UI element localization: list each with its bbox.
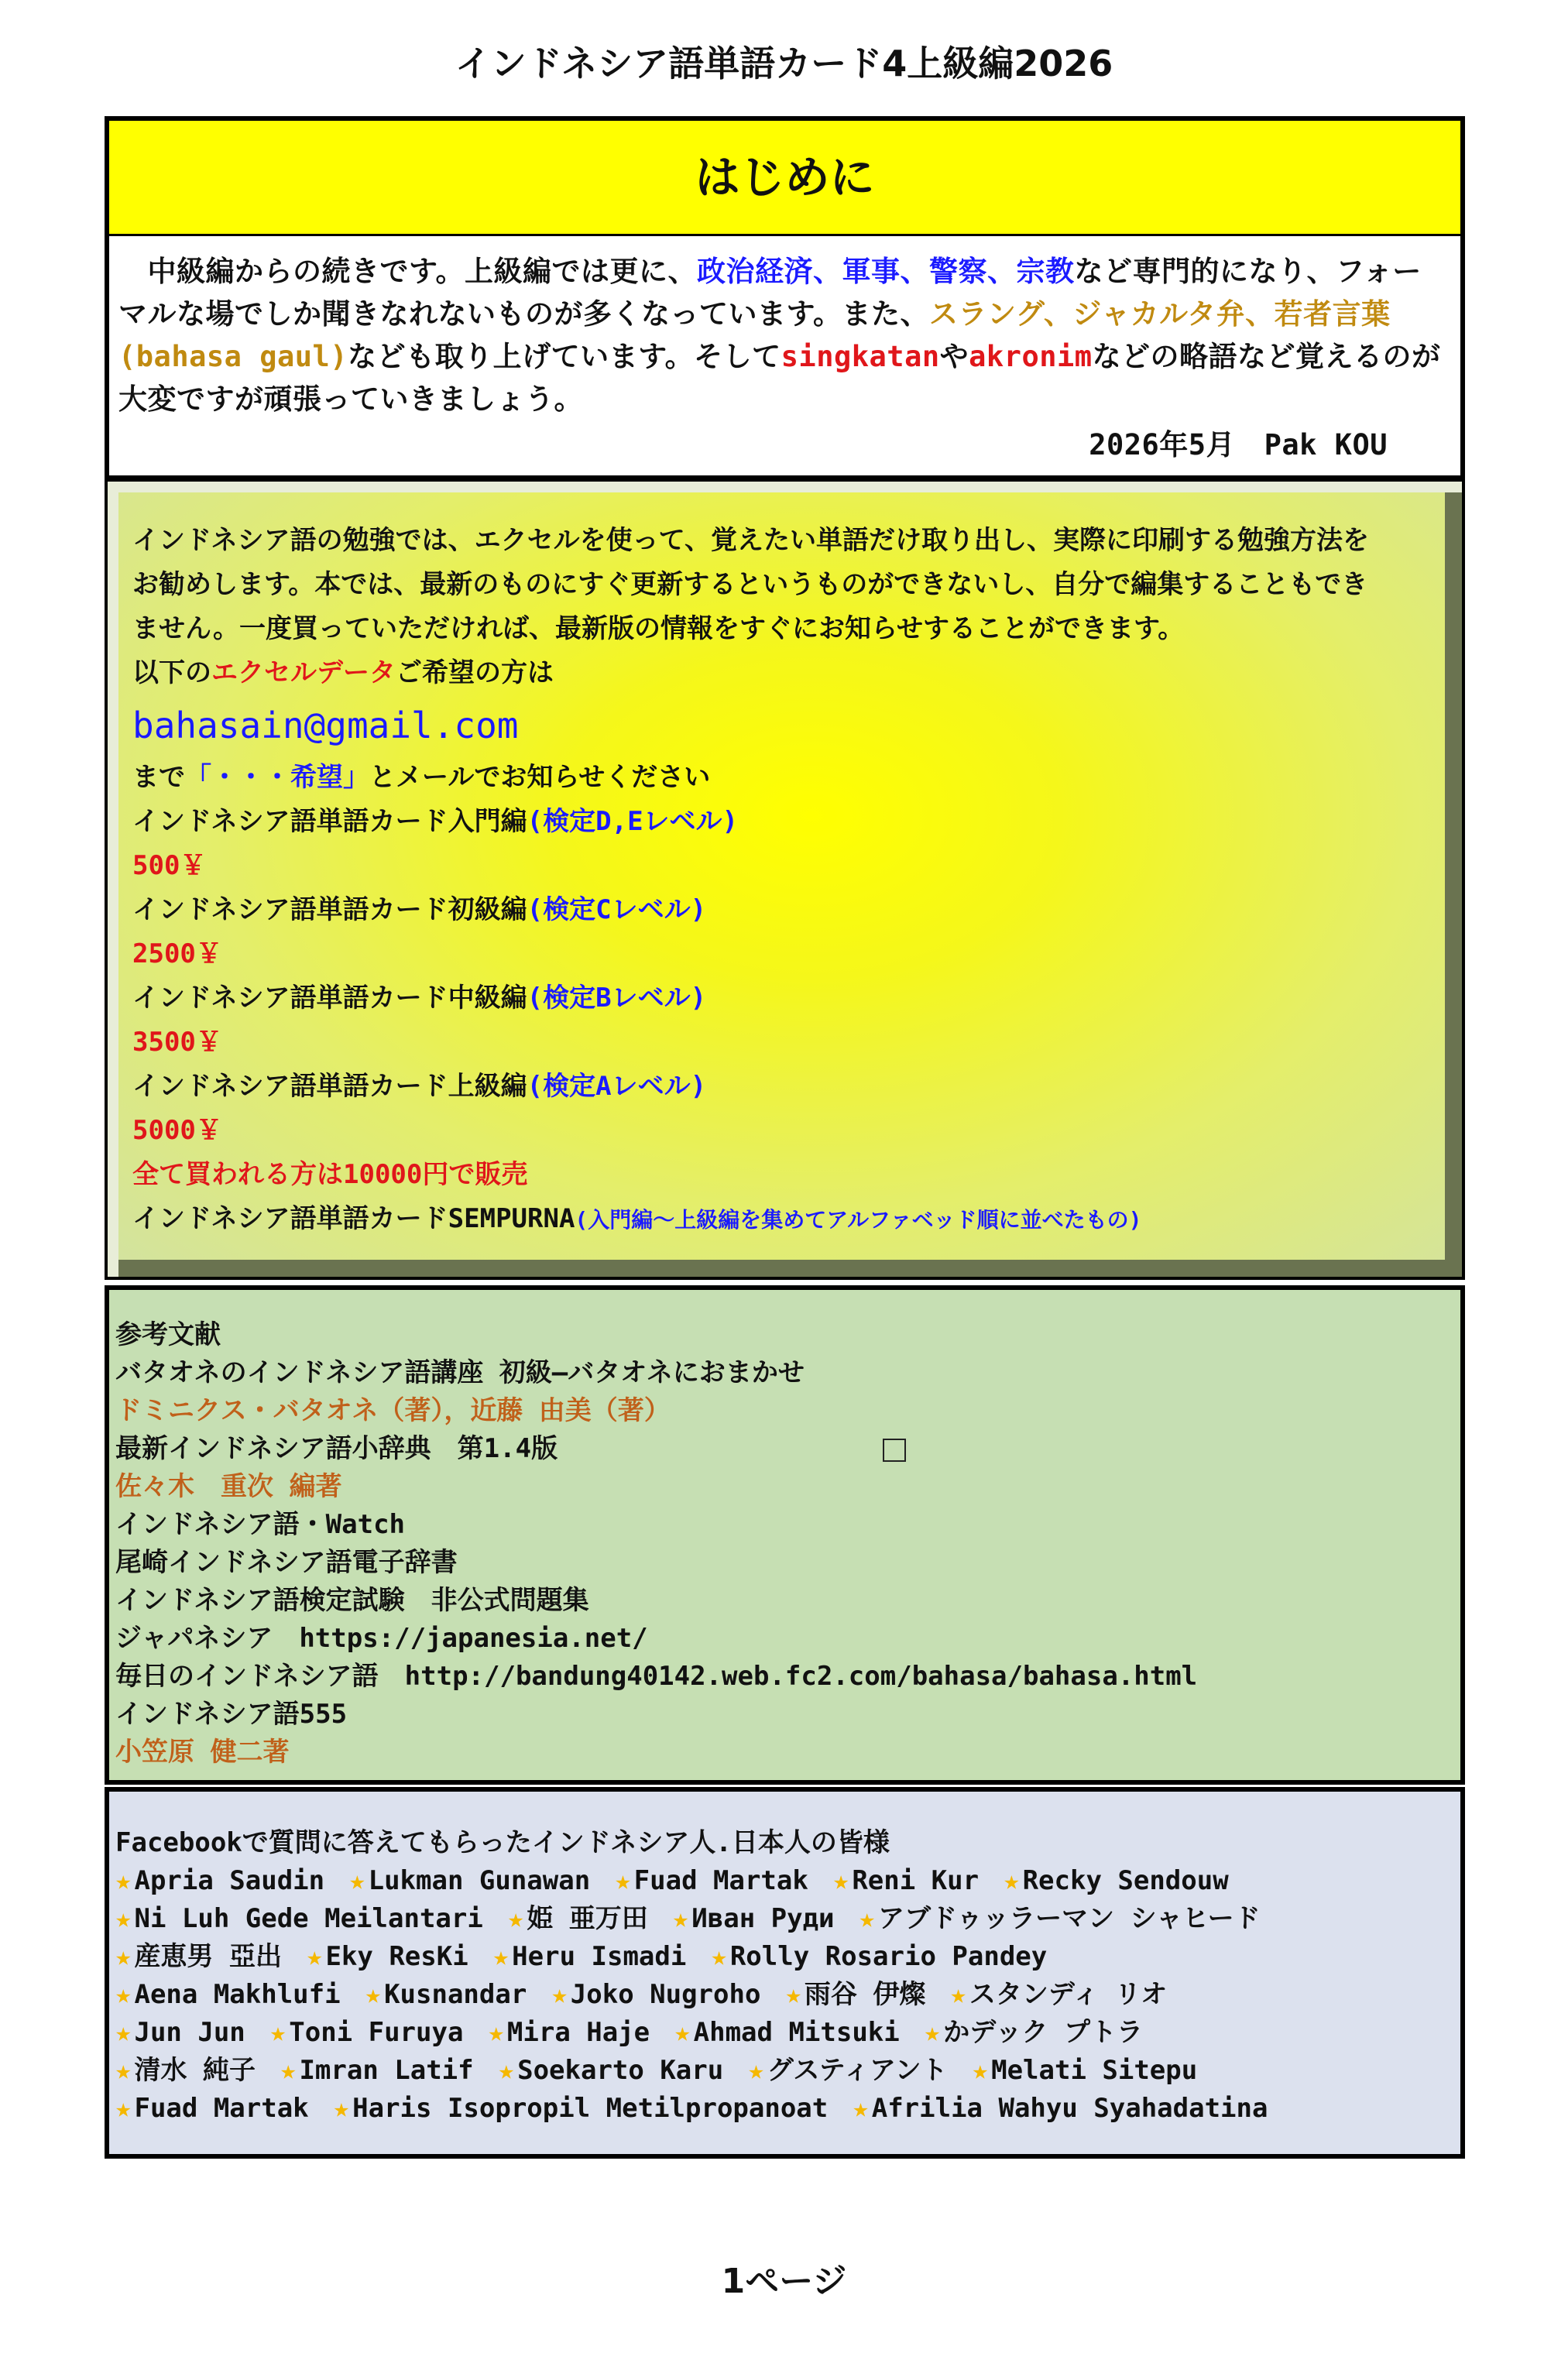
intro-text: などの略語など覚えるのが大変ですが頑張っていきましょう。 <box>118 340 1441 416</box>
contributor <box>115 1941 282 1972</box>
bundle-offer: 全て買われる方は10000円で販売 <box>132 1159 528 1190</box>
contributor-name: Kusnandar <box>384 1979 527 2010</box>
contributor-row <box>115 1976 1460 2014</box>
contributor <box>748 2055 947 2086</box>
star-icon: ★ <box>674 2017 691 2048</box>
star-icon: ★ <box>488 2017 504 2048</box>
product-price: 2500￥ <box>132 938 222 969</box>
contributor-name: Afrilia Wahyu Syahadatina <box>871 2093 1268 2124</box>
contributor <box>488 2017 650 2048</box>
star-icon: ★ <box>333 2093 350 2124</box>
contributor-name: Eky ResKi <box>325 1941 468 1972</box>
references-section <box>105 1285 1465 1785</box>
promo-line <box>132 651 1431 695</box>
contributor-name: アブドゥッラーマン シャヒード <box>878 1903 1261 1934</box>
reference-text: 尾崎インドネシア語電子辞書 <box>115 1547 458 1578</box>
product-level: (検定Bレベル) <box>527 983 707 1014</box>
contributor-name: Recky Sendouw <box>1022 1865 1229 1896</box>
reference-text: インドネシア語555 <box>115 1699 348 1730</box>
star-icon: ★ <box>269 2017 286 2048</box>
contributor <box>280 2055 474 2086</box>
star-icon: ★ <box>972 2055 989 2086</box>
contributor <box>349 1865 590 1896</box>
checkbox-square-icon <box>883 1439 906 1462</box>
excel-data-promo <box>105 478 1465 1280</box>
reference-line <box>115 1468 1460 1506</box>
contributor <box>115 2055 256 2086</box>
contributor-row <box>115 1900 1460 1938</box>
product-title: インドネシア語単語カード上級編 <box>132 1071 527 1102</box>
contributor-name: Reni Kur <box>852 1865 980 1896</box>
product-level: (検定D,Eレベル) <box>527 806 739 837</box>
contributor <box>853 2093 1268 2124</box>
contributor <box>115 1903 483 1934</box>
contributor <box>365 1979 527 2010</box>
acknowledgements-section <box>105 1787 1465 2159</box>
reference-line <box>115 1582 1460 1620</box>
term-akronim: akronim <box>969 340 1093 373</box>
promo-line: インドネシア語の勉強では、エクセルを使って、覚えたい単語だけ取り出し、実際に印刷する勉強方法を <box>132 525 1369 556</box>
promo-line: お勧めします。本では、最新のものにすぐ更新するというものができないし、自分で編集することもでき <box>132 569 1368 600</box>
contributor <box>270 2017 464 2048</box>
contributor <box>307 1941 468 1972</box>
contributor <box>493 1941 687 1972</box>
star-icon: ★ <box>115 2017 132 2048</box>
contributor-name: Jun Jun <box>134 2017 245 2048</box>
contributor-name: Ahmad Mitsuki <box>693 2017 900 2048</box>
contributor <box>115 2017 245 2048</box>
separator: 、 <box>987 255 1017 288</box>
contributor-name: 姫 亜万田 <box>527 1903 648 1934</box>
contact-email[interactable]: bahasain@gmail.com <box>132 705 519 746</box>
contributor-row <box>115 1862 1460 1900</box>
star-icon: ★ <box>365 1979 382 2010</box>
contributor <box>973 2055 1198 2086</box>
contributor <box>615 1865 808 1896</box>
contributor <box>711 1941 1047 1972</box>
contributor-name: かデック プトラ <box>943 2017 1144 2048</box>
contributor-name: Ni Luh Gede Meilantari <box>134 1903 483 1934</box>
promo-line: ません。一度買っていただければ、最新版の情報をすぐにお知らせすることができます。 <box>132 613 1185 644</box>
separator: 、 <box>813 255 842 288</box>
star-icon: ★ <box>306 1941 323 1972</box>
product-title: インドネシア語単語カード中級編 <box>132 983 527 1014</box>
contributor <box>1004 1865 1229 1896</box>
product-name <box>132 800 1431 844</box>
reference-line <box>115 1658 1460 1696</box>
intro-text: なども取り上げています。そして <box>348 340 781 373</box>
contributor <box>499 2055 724 2086</box>
product-name <box>132 976 1431 1020</box>
star-icon: ★ <box>280 2055 297 2086</box>
reference-text: インドネシア語・Watch <box>115 1509 406 1540</box>
sempurna-product <box>132 1197 1431 1241</box>
product-price: 3500￥ <box>132 1027 222 1058</box>
contributor-name: グスティアント <box>767 2055 948 2086</box>
promo-text: とメールでお知らせください <box>369 762 711 793</box>
reference-text: ドミニクス・バタオネ（著），近藤 由美（著） <box>115 1395 671 1426</box>
star-icon: ★ <box>711 1941 727 1972</box>
product-name <box>132 1065 1431 1109</box>
reference-text: 最新インドネシア語小辞典 第1.4版 <box>115 1433 558 1464</box>
intro-heading: はじめに <box>105 116 1465 238</box>
contributor-row <box>115 1938 1460 1976</box>
contributor-name: Heru Ismadi <box>512 1941 687 1972</box>
contributor-name: 清水 純子 <box>134 2055 256 2086</box>
contributor <box>950 1979 1167 2010</box>
star-icon: ★ <box>748 2055 764 2086</box>
request-phrase: 「・・・希望」 <box>185 762 369 793</box>
intro-body <box>105 236 1465 480</box>
product-name <box>132 888 1431 932</box>
intro-text: 中級編からの続きです。上級編では更に、 <box>147 255 698 288</box>
topic-politics: 政治経済 <box>697 255 814 288</box>
intro-text: など専門的になり、フォーマルな場でしか聞きなれないものが多くなっています。また、 <box>118 255 1422 331</box>
reference-line <box>115 1430 1460 1468</box>
reference-text: インドネシア語検定試験 非公式問題集 <box>115 1585 589 1616</box>
promo-text: まで <box>132 762 185 793</box>
slang-topics: スラング、ジャカルタ弁、若者言葉(bahasa gaul) <box>118 297 1391 373</box>
contributor-row <box>115 2014 1460 2052</box>
topic-military: 軍事 <box>842 255 901 288</box>
star-icon: ★ <box>924 2017 941 2048</box>
acknowledgements-heading: Facebookで質問に答えてもらったインドネシア人.日本人の皆様 <box>115 1827 890 1858</box>
reference-line <box>115 1734 1460 1772</box>
excel-data-label: エクセルデータ <box>211 657 396 688</box>
contributor <box>859 1903 1261 1934</box>
contributor-name: Иван Руди <box>691 1903 835 1934</box>
contributor-name: Imran Latif <box>299 2055 474 2086</box>
contributor-name: Haris Isopropil Metilpropanoat <box>352 2093 829 2124</box>
star-icon: ★ <box>492 1941 510 1972</box>
product-level: (検定Aレベル) <box>527 1071 707 1102</box>
reference-line <box>115 1392 1460 1430</box>
intro-text: や <box>939 340 969 373</box>
star-icon: ★ <box>115 1941 132 1972</box>
topic-police: 警察 <box>929 255 988 288</box>
topic-religion: 宗教 <box>1016 255 1075 288</box>
star-icon: ★ <box>950 1979 966 2010</box>
contributor-name: 産恵男 亞出 <box>134 1941 282 1972</box>
reference-text: 佐々木 重次 編著 <box>115 1471 342 1502</box>
contributor <box>115 1865 324 1896</box>
promo-text: ご希望の方は <box>396 657 554 688</box>
star-icon: ★ <box>507 1903 524 1934</box>
star-icon: ★ <box>115 2055 132 2086</box>
promo-line <box>132 756 1431 800</box>
contributor <box>115 1979 341 2010</box>
star-icon: ★ <box>672 1903 689 1934</box>
contributor-name: Toni Furuya <box>289 2017 464 2048</box>
separator: 、 <box>900 255 930 288</box>
reference-text: 小笠原 健二著 <box>115 1737 290 1768</box>
contributor <box>551 1979 760 2010</box>
product-price: 5000￥ <box>132 1115 222 1146</box>
star-icon: ★ <box>498 2055 515 2086</box>
contributor-name: Fuad Martak <box>134 2093 309 2124</box>
contributor <box>673 1903 835 1934</box>
sempurna-note: (入門編～上級編を集めてアルファベッド順に並べたもの) <box>575 1207 1142 1233</box>
contributor <box>925 2017 1143 2048</box>
star-icon: ★ <box>853 2093 869 2124</box>
reference-line <box>115 1544 1460 1582</box>
contributor <box>115 2093 309 2124</box>
contributor-name: Melati Sitepu <box>991 2055 1198 2086</box>
signature: 2026年5月 Pak KOU <box>1089 428 1388 461</box>
reference-line <box>115 1354 1460 1392</box>
contributor <box>508 1903 648 1934</box>
reference-text: ジャパネシア https://japanesia.net/ <box>115 1623 648 1654</box>
contributor <box>334 2093 829 2124</box>
contributor-name: Aena Makhlufi <box>134 1979 341 2010</box>
star-icon: ★ <box>115 1865 132 1896</box>
product-title: インドネシア語単語カード初級編 <box>132 894 527 925</box>
star-icon: ★ <box>115 1979 132 2010</box>
promo-text: 以下の <box>132 657 211 688</box>
references-heading: 参考文献 <box>115 1319 221 1350</box>
contributor-name: Joko Nugroho <box>570 1979 761 2010</box>
contributor <box>785 1979 925 2010</box>
contributor-name: Apria Saudin <box>134 1865 325 1896</box>
star-icon: ★ <box>551 1979 568 2010</box>
contributor-name: Fuad Martak <box>633 1865 808 1896</box>
contributor-name: Soekarto Karu <box>517 2055 724 2086</box>
star-icon: ★ <box>115 2093 132 2124</box>
star-icon: ★ <box>832 1865 849 1896</box>
contributor-name: Mira Haje <box>506 2017 650 2048</box>
reference-text: バタオネのインドネシア語講座 初級―バタオネにおまかせ <box>115 1357 805 1388</box>
star-icon: ★ <box>1004 1865 1020 1896</box>
star-icon: ★ <box>615 1865 631 1896</box>
reference-line <box>115 1620 1460 1658</box>
contributor <box>674 2017 900 2048</box>
product-title: インドネシア語単語カード入門編 <box>132 806 527 837</box>
contributor-name: スタンディ リオ <box>969 1979 1168 2010</box>
contributor-row <box>115 2052 1460 2090</box>
star-icon: ★ <box>349 1865 365 1896</box>
reference-line <box>115 1696 1460 1734</box>
term-singkatan: singkatan <box>781 340 940 373</box>
contributor-name: Rolly Rosario Pandey <box>729 1941 1048 1972</box>
product-title: インドネシア語単語カードSEMPURNA <box>132 1203 575 1234</box>
star-icon: ★ <box>115 1903 132 1934</box>
product-price: 500￥ <box>132 850 207 881</box>
reference-line <box>115 1506 1460 1544</box>
star-icon: ★ <box>859 1903 875 1934</box>
star-icon: ★ <box>785 1979 801 2010</box>
intro-paragraph <box>118 250 1450 420</box>
contributor-name: 雨谷 伊燦 <box>804 1979 926 2010</box>
contributor-row <box>115 2090 1460 2128</box>
product-level: (検定Cレベル) <box>527 894 707 925</box>
contributor <box>833 1865 979 1896</box>
page-number: 1ページ <box>721 2262 847 2301</box>
document-title: インドネシア語単語カード4上級編2026 <box>455 43 1113 84</box>
contributor-name: Lukman Gunawan <box>368 1865 591 1896</box>
reference-text: 毎日のインドネシア語 http://bandung40142.web.fc2.com/bahasa/bahasa.html <box>115 1661 1198 1692</box>
